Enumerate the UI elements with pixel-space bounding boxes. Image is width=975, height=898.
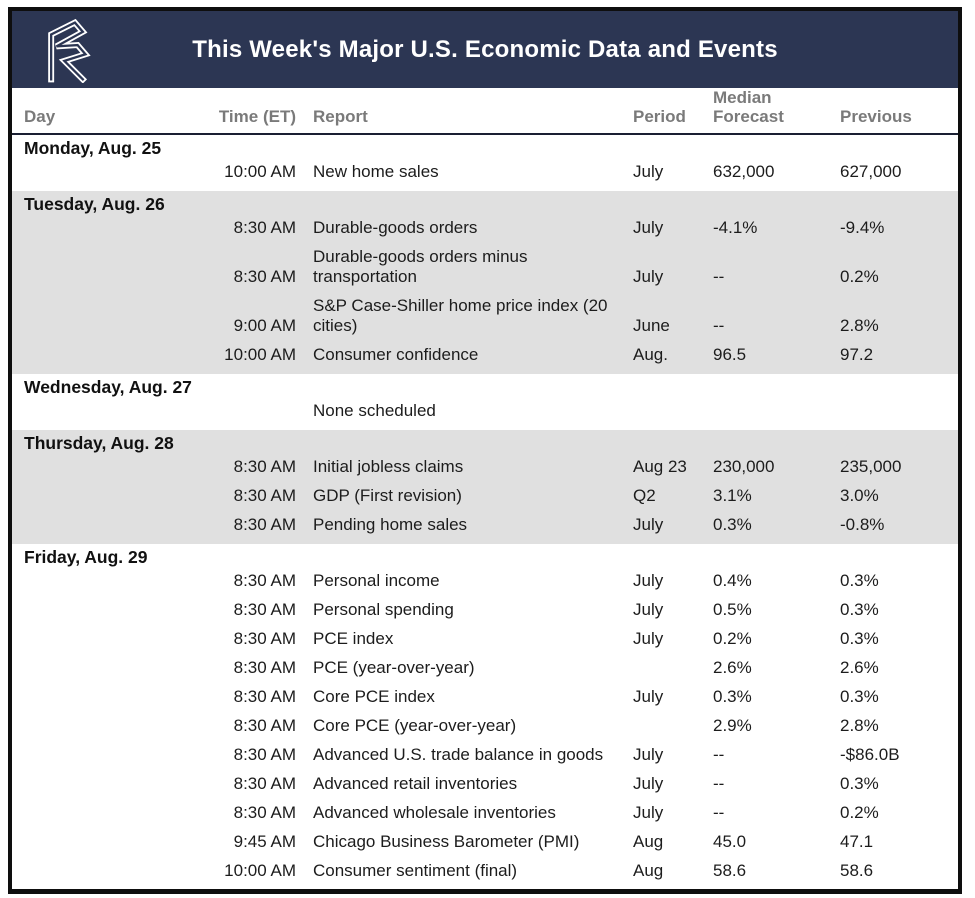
cell-period: Aug xyxy=(633,832,664,851)
column-header-row xyxy=(12,88,958,135)
cell-forecast: 230,000 xyxy=(713,457,775,476)
cell-time: 8:30 AM xyxy=(233,803,296,822)
cell-previous: 58.6 xyxy=(840,861,874,880)
cell-report: Consumer sentiment (final) xyxy=(313,861,518,880)
cell-previous: 97.2 xyxy=(840,345,874,364)
cell-period: July xyxy=(633,745,664,764)
cell-report: Advanced wholesale inventories xyxy=(313,803,556,822)
table-row xyxy=(12,658,958,687)
cell-report: Core PCE (year-over-year) xyxy=(313,716,517,735)
cell-forecast: -- xyxy=(713,745,725,764)
cell-period: Q2 xyxy=(633,486,656,505)
cell-period: Aug. xyxy=(633,345,668,364)
cell-time: 8:30 AM xyxy=(233,658,296,677)
cell-previous: 2.6% xyxy=(840,658,879,677)
cell-forecast: 0.4% xyxy=(713,571,752,590)
cell-period: July xyxy=(633,515,664,534)
cell-report: PCE (year-over-year) xyxy=(313,658,475,677)
col-header-median-forecast: Median Forecast xyxy=(713,88,784,126)
cell-report: Pending home sales xyxy=(313,515,468,534)
cell-period: July xyxy=(633,218,664,237)
cell-previous: 0.3% xyxy=(840,687,879,706)
cell-previous: -0.8% xyxy=(840,515,885,534)
col-header-time: Time (ET) xyxy=(218,107,296,126)
cell-previous: 0.3% xyxy=(840,629,879,648)
cell-period: July xyxy=(633,774,664,793)
cell-period: July xyxy=(633,267,664,286)
cell-previous: 2.8% xyxy=(840,316,879,335)
cell-period: Aug xyxy=(633,861,664,880)
cell-forecast: -- xyxy=(713,774,725,793)
col-header-previous: Previous xyxy=(840,107,912,126)
cell-time: 8:30 AM xyxy=(233,267,296,286)
cell-forecast: 0.3% xyxy=(713,515,752,534)
cell-report: S&P Case-Shiller home price index (20 cities) xyxy=(313,296,608,335)
cell-time: 8:30 AM xyxy=(233,218,296,237)
day-header: Friday, Aug. 29 xyxy=(24,547,148,567)
cell-time: 8:30 AM xyxy=(233,745,296,764)
cell-report: Advanced retail inventories xyxy=(313,774,518,793)
page-title: This Week's Major U.S. Economic Data and Events xyxy=(192,35,778,63)
brand-logo xyxy=(34,15,100,83)
cell-forecast: 0.5% xyxy=(713,600,752,619)
table-row xyxy=(12,629,958,658)
title-band xyxy=(12,11,958,88)
table-body xyxy=(12,135,958,890)
cell-report: Chicago Business Barometer (PMI) xyxy=(313,832,580,851)
cell-report: None scheduled xyxy=(313,401,436,420)
column-header-day-time xyxy=(12,107,304,126)
cell-previous: 0.3% xyxy=(840,600,879,619)
cell-forecast: 0.2% xyxy=(713,629,752,648)
cell-forecast: -4.1% xyxy=(713,218,758,237)
day-section xyxy=(12,544,958,890)
cell-time: 8:30 AM xyxy=(233,457,296,476)
cell-time: 8:30 AM xyxy=(233,629,296,648)
cell-report: Personal spending xyxy=(313,600,454,619)
cell-time: 10:00 AM xyxy=(224,861,296,880)
table-row xyxy=(12,486,958,515)
col-header-report: Report xyxy=(313,107,368,126)
cell-time: 8:30 AM xyxy=(233,774,296,793)
col-header-period: Period xyxy=(633,107,686,126)
cell-previous: 3.0% xyxy=(840,486,879,505)
cell-report: Consumer confidence xyxy=(313,345,479,364)
cell-time: 8:30 AM xyxy=(233,600,296,619)
cell-previous: 0.2% xyxy=(840,267,879,286)
day-header: Wednesday, Aug. 27 xyxy=(24,377,192,397)
cell-time: 8:30 AM xyxy=(233,687,296,706)
cell-previous: 0.2% xyxy=(840,803,879,822)
cell-time: 10:00 AM xyxy=(224,162,296,181)
table-row xyxy=(12,296,958,345)
table-row xyxy=(12,218,958,247)
cell-time: 8:30 AM xyxy=(233,515,296,534)
cell-forecast: -- xyxy=(713,803,725,822)
day-header: Tuesday, Aug. 26 xyxy=(24,194,165,214)
cell-previous: -$86.0B xyxy=(840,745,900,764)
cell-time: 8:30 AM xyxy=(233,571,296,590)
table-row xyxy=(12,774,958,803)
day-section xyxy=(12,374,958,430)
cell-previous: 627,000 xyxy=(840,162,902,181)
table-row xyxy=(12,687,958,716)
cell-time: 9:45 AM xyxy=(233,832,296,851)
cell-previous: -9.4% xyxy=(840,218,885,237)
cell-period: July xyxy=(633,571,664,590)
economic-calendar-table xyxy=(8,7,962,894)
cell-report: Advanced U.S. trade balance in goods xyxy=(313,745,604,764)
table-row xyxy=(12,716,958,745)
cell-report: Durable-goods orders minus transportation xyxy=(313,247,528,286)
cell-forecast: 0.3% xyxy=(713,687,752,706)
cell-forecast: 2.6% xyxy=(713,658,752,677)
cell-report: Durable-goods orders xyxy=(313,218,478,237)
cell-time: 10:00 AM xyxy=(224,345,296,364)
day-header: Thursday, Aug. 28 xyxy=(24,433,174,453)
cell-report: Initial jobless claims xyxy=(313,457,464,476)
cell-period: Aug 23 xyxy=(633,457,687,476)
cell-period: July xyxy=(633,803,664,822)
cell-forecast: 96.5 xyxy=(713,345,747,364)
table-row xyxy=(12,571,958,600)
cell-forecast: -- xyxy=(713,267,725,286)
table-row xyxy=(12,745,958,774)
cell-time: 8:30 AM xyxy=(233,486,296,505)
cell-previous: 0.3% xyxy=(840,774,879,793)
cell-period: July xyxy=(633,600,664,619)
cell-forecast: -- xyxy=(713,316,725,335)
cell-time: 8:30 AM xyxy=(233,716,296,735)
table-row xyxy=(12,345,958,374)
cell-forecast: 632,000 xyxy=(713,162,775,181)
cell-report: GDP (First revision) xyxy=(313,486,462,505)
cell-forecast: 58.6 xyxy=(713,861,747,880)
cell-forecast: 3.1% xyxy=(713,486,752,505)
cell-forecast: 2.9% xyxy=(713,716,752,735)
cell-previous: 0.3% xyxy=(840,571,879,590)
cell-report: Personal income xyxy=(313,571,440,590)
cell-previous: 47.1 xyxy=(840,832,874,851)
col-header-day: Day xyxy=(24,107,56,126)
cell-report: PCE index xyxy=(313,629,394,648)
table-row xyxy=(12,515,958,544)
day-header: Monday, Aug. 25 xyxy=(24,138,162,158)
cell-time: 9:00 AM xyxy=(233,316,296,335)
day-section xyxy=(12,191,958,374)
cell-period: June xyxy=(633,316,670,335)
cell-report: New home sales xyxy=(313,162,439,181)
table-row xyxy=(12,803,958,832)
table-row xyxy=(12,162,958,191)
table-row xyxy=(12,457,958,486)
cell-period: July xyxy=(633,629,664,648)
cell-report: Core PCE index xyxy=(313,687,435,706)
table-row xyxy=(12,247,958,296)
cell-period: July xyxy=(633,687,664,706)
cell-previous: 235,000 xyxy=(840,457,902,476)
day-section xyxy=(12,430,958,544)
table-row xyxy=(12,832,958,861)
cell-previous: 2.8% xyxy=(840,716,879,735)
table-row xyxy=(12,861,958,890)
table-row xyxy=(12,600,958,629)
table-row xyxy=(12,401,958,430)
day-section xyxy=(12,135,958,191)
cell-forecast: 45.0 xyxy=(713,832,747,851)
cell-period: July xyxy=(633,162,664,181)
